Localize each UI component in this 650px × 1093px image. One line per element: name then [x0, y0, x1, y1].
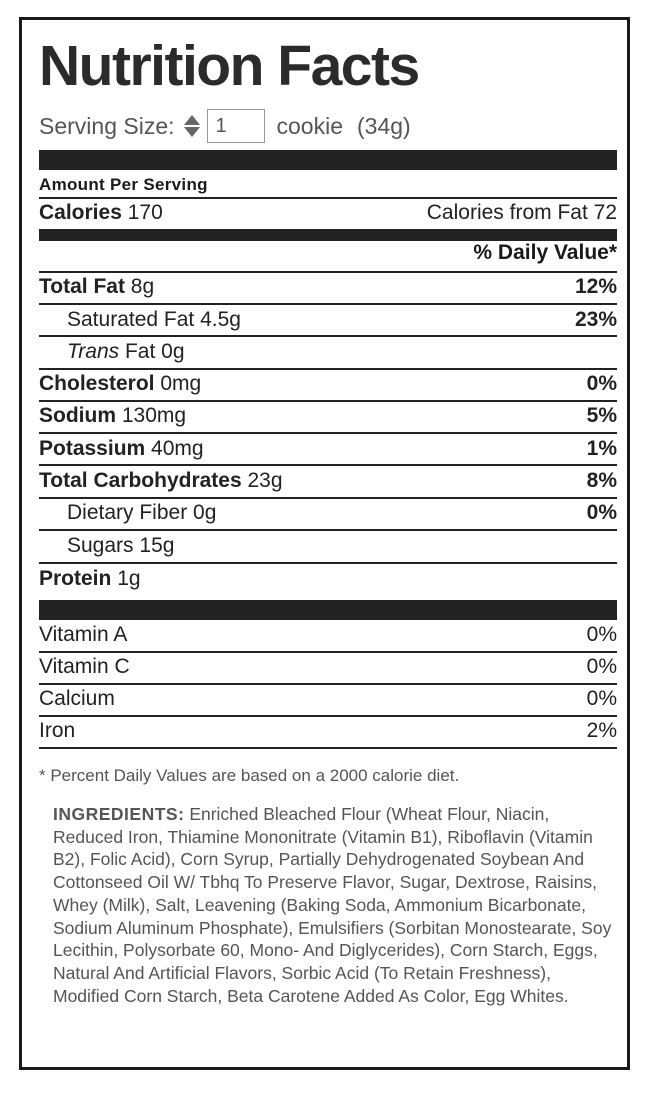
- nutrient-dv: 0%: [586, 372, 617, 395]
- nutrient-amount: 0g: [193, 501, 217, 524]
- nutrient-row-protein: [39, 564, 617, 594]
- amount-per-serving: Amount Per Serving: [39, 175, 208, 194]
- nutrient-row-potassium: [39, 434, 617, 464]
- calories-label: Calories: [39, 201, 122, 224]
- ingredients-text: Enriched Bleached Flour (Wheat Flour, Niacin, Reduced Iron, Thiamine Mononitrate (Vitamin B1), Riboflavin (Vitamin B2), Folic Acid), Corn Syrup, Partially Dehydrogenated Soybean And Cottonseed Oil W/ Tbhq To Preserve Flavor, Sugar, Dextrose, Raisins, Whey (Milk), Salt, Leavening (Baking Soda, Ammonium Bicarbonate, Sodium Aluminum Phosphate), Emulsifiers (Sorbitan Monostearate, Soy Lecithin, Polysorbate 60, Mono- And Diglycerides), Corn Starch, Eggs, Natural And Artificial Flavors, Sorbic Acid (To Retain Freshness), Modified Corn Starch, Beta Carotene Added As Color, Egg Whites.: [53, 804, 612, 1006]
- vitamin-name: Calcium: [39, 687, 115, 710]
- nutrient-name: Total Carbohydrates: [39, 469, 242, 492]
- daily-value-footnote: * Percent Daily Values are based on a 2000 calorie diet.: [39, 766, 460, 785]
- thick-divider: [39, 150, 617, 170]
- serving-weight: (34g): [357, 112, 411, 139]
- vitamin-dv: 2%: [586, 719, 617, 742]
- serving-quantity-input[interactable]: [207, 109, 265, 143]
- nutrient-dv: 5%: [586, 404, 617, 427]
- nutrient-amount: 40mg: [151, 437, 204, 460]
- nutrient-amount: 1g: [117, 567, 141, 590]
- nutrient-row-trans-fat: [39, 337, 617, 367]
- divider: [39, 747, 617, 749]
- nutrient-name: Saturated Fat: [67, 308, 195, 331]
- nutrient-name: Fat: [124, 340, 156, 363]
- nutrient-amount: 130mg: [121, 404, 187, 427]
- nutrient-row-cholesterol: [39, 369, 617, 399]
- nutrient-row-dietary-fiber: [39, 498, 617, 528]
- nutrient-row-total-carbohydrates: [39, 466, 617, 496]
- vitamin-name: Iron: [39, 719, 76, 742]
- vitamin-row-calcium: [39, 684, 617, 714]
- nutrient-amount: 0mg: [160, 372, 202, 395]
- thick-divider: [39, 600, 617, 620]
- nutrient-dv: 8%: [586, 469, 617, 492]
- vitamin-row-c: [39, 652, 617, 682]
- nutrient-amount: 4.5g: [200, 308, 241, 331]
- serving-size-label: Serving Size:: [39, 112, 175, 139]
- vitamin-name: Vitamin C: [39, 655, 130, 678]
- nutrient-name: Dietary Fiber: [67, 501, 188, 524]
- nutrient-amount: 0g: [161, 340, 185, 363]
- vitamin-row-iron: [39, 716, 617, 746]
- nutrient-name: Protein: [39, 567, 112, 590]
- nutrient-name: Potassium: [39, 437, 146, 460]
- nutrient-dv: 0%: [586, 501, 617, 524]
- calories-text: [39, 198, 163, 228]
- nutrient-dv: 23%: [574, 308, 617, 331]
- calories-from-fat: Calories from Fat 72: [426, 201, 617, 224]
- label-title: Nutrition Facts: [39, 34, 419, 98]
- vitamin-name: Vitamin A: [39, 623, 128, 646]
- stepper-down-icon[interactable]: [184, 127, 200, 137]
- nutrient-dv: 12%: [574, 275, 617, 298]
- vitamin-dv: 0%: [586, 623, 617, 646]
- nutrient-name: Total Fat: [39, 275, 125, 298]
- nutrient-amount: 8g: [130, 275, 155, 298]
- nutrient-row-total-fat: [39, 272, 617, 302]
- vitamin-dv: 0%: [586, 687, 617, 710]
- nutrient-row-sugars: [39, 531, 617, 561]
- vitamin-dv: 0%: [586, 655, 617, 678]
- serving-unit: cookie: [276, 112, 343, 139]
- calories-row: [39, 198, 617, 228]
- calories-value: 170: [127, 201, 163, 224]
- nutrition-label: [19, 17, 630, 1070]
- nutrient-row-saturated-fat: [39, 305, 617, 335]
- serving-stepper[interactable]: [183, 111, 201, 141]
- serving-size-row: [39, 108, 617, 144]
- stepper-up-icon[interactable]: [184, 115, 200, 125]
- daily-value-header: % Daily Value*: [473, 241, 617, 264]
- nutrient-amount: 23g: [247, 469, 283, 492]
- nutrient-name: Sodium: [39, 404, 116, 427]
- vitamin-row-a: [39, 620, 617, 650]
- nutrient-name-italic: Trans: [67, 340, 120, 363]
- nutrient-amount: 15g: [139, 534, 175, 557]
- ingredients-block: [53, 803, 613, 1007]
- nutrient-row-sodium: [39, 401, 617, 431]
- nutrient-name: Cholesterol: [39, 372, 155, 395]
- ingredients-heading: INGREDIENTS:: [53, 804, 185, 824]
- nutrient-name: Sugars: [67, 534, 134, 557]
- nutrient-dv: 1%: [586, 437, 617, 460]
- thick-divider: [39, 229, 617, 241]
